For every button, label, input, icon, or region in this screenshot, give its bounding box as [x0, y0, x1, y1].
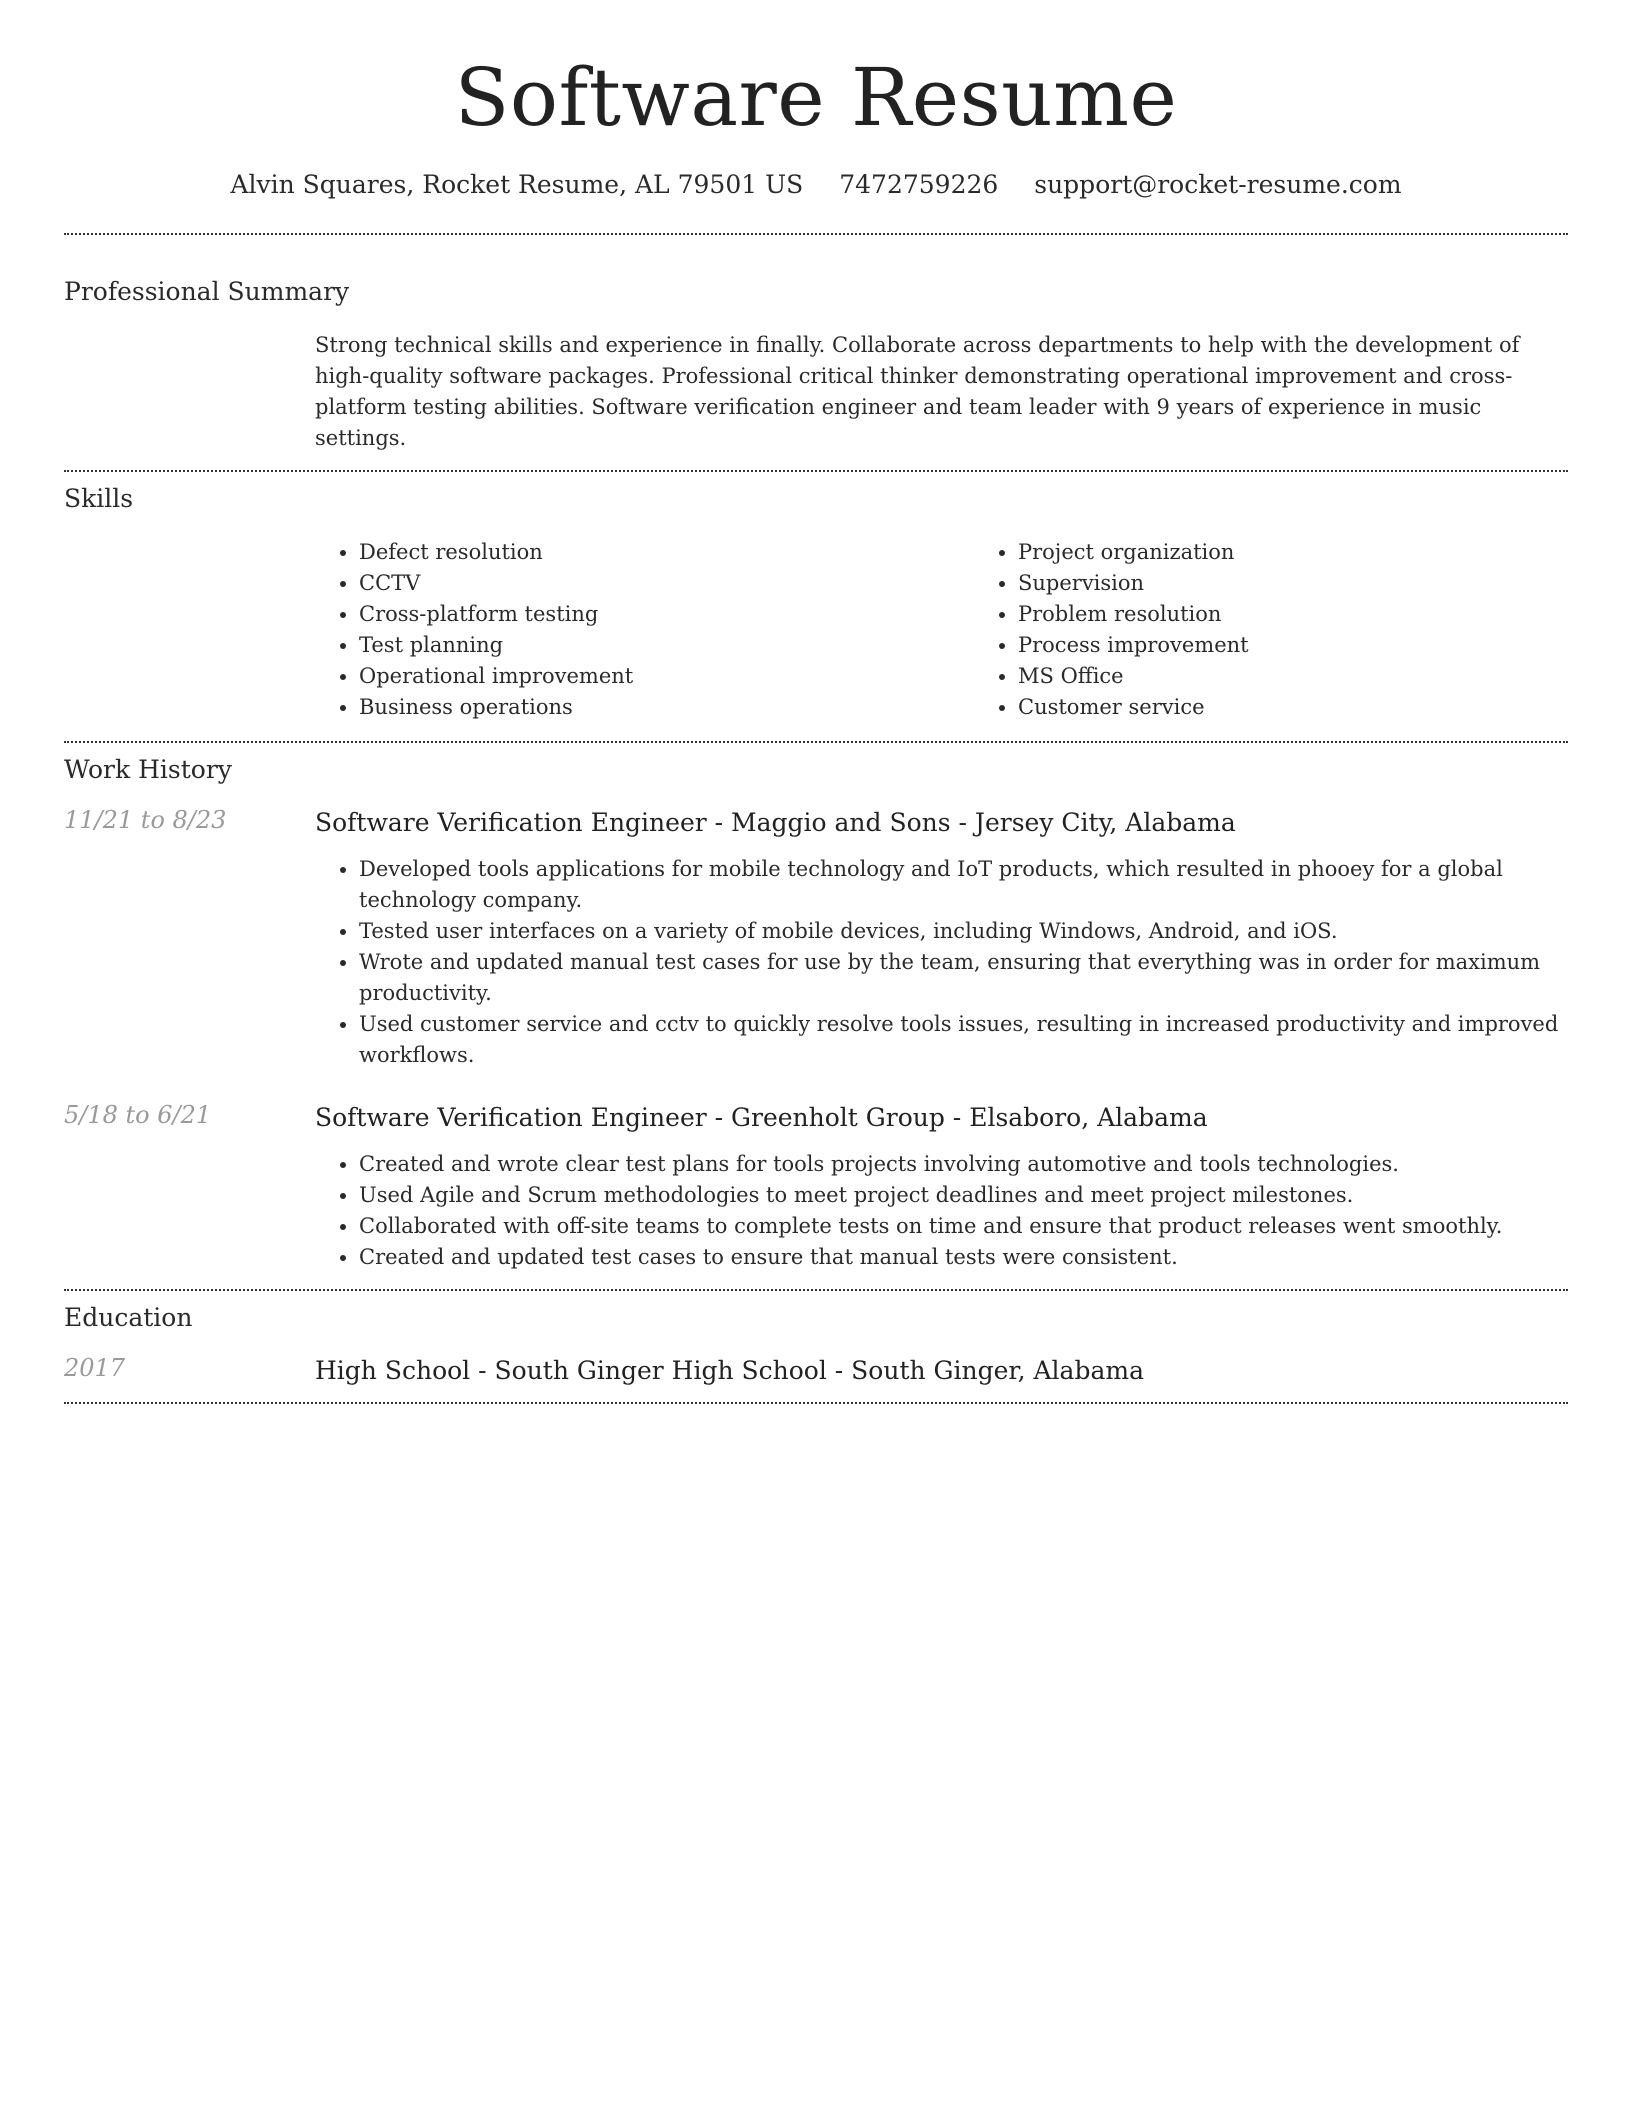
education-details — [315, 1354, 1568, 1388]
job-dates: 11/21 to 8/23 — [64, 806, 227, 834]
job-title: Software Verification Engineer - Greenholt Group - Elsaboro, Alabama — [315, 1103, 1208, 1132]
skills-list-right — [974, 537, 1632, 723]
skill-item: • Project organization — [1018, 537, 1632, 568]
section-heading-skills: Skills — [64, 484, 134, 513]
resume-title: Software Resume — [454, 51, 1178, 144]
divider — [64, 1289, 1568, 1291]
summary-row — [64, 330, 1568, 454]
contact-email: support@rocket-resume.com — [1034, 170, 1402, 199]
skills-left-spacer — [64, 537, 315, 723]
contact-phone: 7472759226 — [839, 170, 999, 199]
job-bullet: • Tested user interfaces on a variety of mobile devices, including Windows, Android, and iOS. — [359, 916, 1568, 947]
divider — [64, 470, 1568, 472]
skill-item: • Cross-platform testing — [359, 599, 974, 630]
section-heading-education: Education — [64, 1303, 193, 1332]
job-entry — [64, 1101, 1568, 1273]
job-bullet: • Developed tools applications for mobile technology and IoT products, which resulted in phooey for a global technology company. — [359, 854, 1568, 916]
job-dates: 5/18 to 6/21 — [64, 1101, 212, 1129]
job-bullet: • Created and updated test cases to ensure that manual tests were consistent. — [359, 1242, 1568, 1273]
skill-item: • Test planning — [359, 630, 974, 661]
section-heading-work: Work History — [64, 755, 232, 784]
section-heading-summary: Professional Summary — [64, 277, 350, 306]
job-entry — [64, 806, 1568, 1071]
summary-text: Strong technical skills and experience in finally. Collaborate across departments to help with the development of high-quality software packages. Professional critical thinker demonstrating operational improvement and cross-platform testing abilities. Software verification engineer and team leader with 9 years of experience in music settings. — [315, 333, 1520, 450]
divider — [64, 1402, 1568, 1404]
job-bullet: • Created and wrote clear test plans for tools projects involving automotive and tools technologies. — [359, 1149, 1568, 1180]
summary-left-spacer — [64, 330, 315, 454]
education-title: High School - South Ginger High School - South Ginger, Alabama — [315, 1356, 1144, 1385]
skill-item: • MS Office — [1018, 661, 1632, 692]
skill-item: • CCTV — [359, 568, 974, 599]
job-bullet: • Used customer service and cctv to quickly resolve tools issues, resulting in increased productivity and improved workflows. — [359, 1009, 1568, 1071]
skill-item: • Supervision — [1018, 568, 1632, 599]
job-bullet: • Collaborated with off-site teams to complete tests on time and ensure that product releases went smoothly. — [359, 1211, 1568, 1242]
education-year: 2017 — [64, 1354, 126, 1382]
contact-address: Alvin Squares, Rocket Resume, AL 79501 US — [230, 170, 804, 199]
skills-columns — [315, 537, 1632, 723]
job-details — [315, 1101, 1568, 1273]
skill-item: • Operational improvement — [359, 661, 974, 692]
job-bullet: • Used Agile and Scrum methodologies to meet project deadlines and meet project milestones. — [359, 1180, 1568, 1211]
job-title: Software Verification Engineer - Maggio and Sons - Jersey City, Alabama — [315, 808, 1236, 837]
skill-item: • Problem resolution — [1018, 599, 1632, 630]
skills-row — [64, 537, 1568, 723]
skill-item: • Customer service — [1018, 692, 1632, 723]
job-bullets — [315, 854, 1568, 1071]
job-bullets — [315, 1149, 1568, 1273]
skills-list-left — [315, 537, 974, 723]
skill-item: • Process improvement — [1018, 630, 1632, 661]
job-bullet: • Wrote and updated manual test cases for use by the team, ensuring that everything was in order for maximum productivity. — [359, 947, 1568, 1009]
contact-line — [64, 170, 1568, 199]
resume-page — [64, 0, 1568, 1404]
divider — [64, 741, 1568, 743]
divider — [64, 233, 1568, 235]
skill-item: • Defect resolution — [359, 537, 974, 568]
job-details — [315, 806, 1568, 1071]
skill-item: • Business operations — [359, 692, 974, 723]
education-entry — [64, 1354, 1568, 1388]
